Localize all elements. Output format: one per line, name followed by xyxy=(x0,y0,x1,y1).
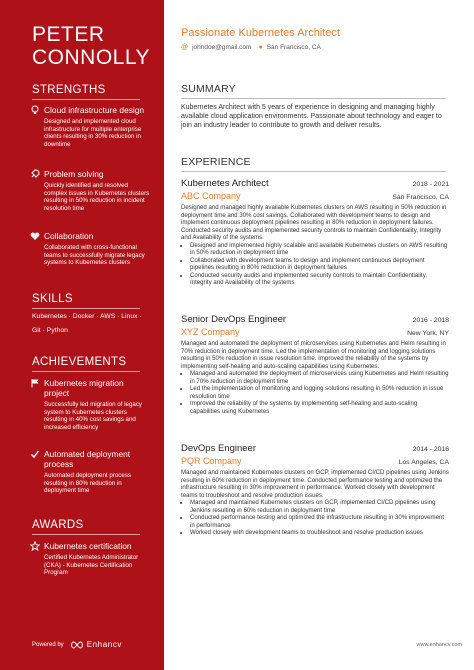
list-item: • Conducted security audits and implemented security controls to maintain Confidentiality, Integrity and Availability of the systems xyxy=(190,272,449,287)
job-role: Kubernetes Architect xyxy=(181,178,269,189)
powered-by: Powered by Enhancv xyxy=(32,640,123,649)
job-dates: 2018 - 2021 xyxy=(412,181,449,188)
achievement-item xyxy=(30,449,150,495)
divider xyxy=(32,99,140,100)
list-item: • Managed and maintained Kubernetes clusters on GCP, implemented CI/CD pipelines using Jenkins resulting in 60% reduction in deployment time xyxy=(190,499,449,514)
job-entry xyxy=(181,443,449,537)
experience-heading: EXPERIENCE xyxy=(181,156,251,168)
job-entry xyxy=(181,178,449,287)
star-icon xyxy=(30,541,40,551)
main-content xyxy=(164,0,474,670)
strength-desc: Quickly identified and resolved complex issues in Kubernetes clusters resulting in 50% reduction in incident resolution time xyxy=(44,182,150,212)
strength-item xyxy=(30,231,150,267)
location: San Francisco, CA xyxy=(266,44,321,51)
rocket-icon xyxy=(30,169,40,179)
job-description: Designed and managed highly available Kubernetes clusters on AWS resulting in 50% reduction in deployment time and 30% cost savings. Collaborated with development teams to design and implement continuous deployment pipelines resulting in 80% reduction in deployment failures. Conducted security audits and implemented security controls to maintain Confidentiality, Integrity and Availability of the systems. xyxy=(181,204,447,241)
job-role: Senior DevOps Engineer xyxy=(181,314,287,325)
job-dates: 2014 - 2016 xyxy=(412,446,449,453)
divider xyxy=(32,534,140,535)
job-description: Managed and maintained Kubernetes clusters on GCP, implemented CI/CD pipelines using Jenkins resulting in 60% reduction in deployment time. Conducted performance testing and optimized the infrastructure resulting in 30% improvement in performance. Worked closely with development teams to troubleshoot and resolve production issues. xyxy=(181,469,449,499)
summary-heading: SUMMARY xyxy=(181,83,236,95)
strength-desc: Collaborated with cross-functional teams to successfully migrate legacy systems to Kubernetes clusters xyxy=(44,244,145,267)
lightbulb-icon xyxy=(30,105,40,115)
job-role: DevOps Engineer xyxy=(181,443,256,454)
list-item: • Managed and automated the deployment of microservices using Kubernetes and Helm resulting in 70% reduction in deployment time xyxy=(190,370,449,385)
heart-icon xyxy=(30,231,40,241)
achievements-heading: ACHIEVEMENTS xyxy=(32,356,127,368)
divider xyxy=(32,308,140,309)
sidebar xyxy=(0,0,164,670)
strength-desc: Designed and implemented cloud infrastructure for multiple enterprise clients resulting in 30% reduction in downtime xyxy=(44,118,142,148)
job-location: New York, NY xyxy=(407,330,449,337)
achievement-desc: Successfully led migration of legacy system to Kubernetes clusters resulting in 40% cost savings and increased efficiency xyxy=(44,401,143,431)
achievement-item xyxy=(30,378,150,431)
strengths-heading: STRENGTHS xyxy=(32,84,106,96)
contact-line xyxy=(181,44,321,51)
check-icon xyxy=(30,449,40,459)
location-pin-icon: ● xyxy=(258,44,263,51)
job-description: Managed and automated the deployment of microservices using Kubernetes and Helm resulting in 70% reduction in deployment time. Led the implementation of monitoring and logging solutions resulting in 50% reduction in issue resolution time. Improved the reliability of the systems by implementing self-healing and auto-scaling capabilities using Kubernetes. xyxy=(181,340,446,370)
email[interactable]: johndoe@gmail.com xyxy=(192,44,252,51)
achievement-desc: Automated deployment process resulting in 80% reduction in deployment time xyxy=(44,472,132,495)
strength-title: Cloud infrastructure design xyxy=(44,105,145,115)
job-entry xyxy=(181,314,449,415)
award-item xyxy=(30,541,150,577)
candidate-name: PETER CONNOLLY xyxy=(32,23,150,69)
strength-title: Problem solving xyxy=(44,169,104,179)
job-company: PQR Company xyxy=(181,456,242,466)
list-item: • Led the implementation of monitoring and logging solutions resulting in 50% reduction in issue resolution time xyxy=(190,385,449,400)
list-item: • Improved the reliability of the systems by implementing self-healing and auto-scaling capabilities using Kubernetes xyxy=(190,400,449,415)
list-item: • Designed and implemented highly scalable and available Kubernetes clusters on AWS resulting in 50% reduction in deployment time xyxy=(190,242,449,257)
list-item: • Collaborated with development teams to design and implement continuous deployment pipelines resulting in 80% reduction in deployment failures xyxy=(190,257,449,272)
summary-text: Kubernetes Architect with 5 years of experience in designing and managing highly available cloud application environments. Passionate about technology and eager to join an industry leader to contribute to growth and deliver results. xyxy=(181,104,442,129)
flag-icon xyxy=(30,378,40,388)
strength-item xyxy=(30,169,150,212)
job-company: ABC Company xyxy=(181,191,241,201)
job-location: Los Angeles, CA xyxy=(398,459,449,466)
list-item: • Worked closely with development teams to troubleshoot and resolve production issues xyxy=(190,529,449,537)
achievement-title: Kubernetes migration project xyxy=(44,378,124,398)
skills-list: Kubernetes · Docker · AWS · Linux · Git · Python xyxy=(32,313,142,334)
job-bullets xyxy=(181,370,449,415)
award-title: Kubernetes certification xyxy=(44,541,132,551)
headline: Passionate Kubernetes Architect xyxy=(181,27,340,39)
infinity-icon xyxy=(70,641,84,649)
divider xyxy=(32,371,140,372)
strength-item xyxy=(30,105,150,148)
job-dates: 2016 - 2018 xyxy=(412,317,449,324)
job-location: San Francisco, CA xyxy=(392,194,449,201)
divider xyxy=(181,98,446,99)
at-icon: @ xyxy=(181,44,189,51)
job-bullets xyxy=(181,242,449,287)
footer-url[interactable]: www.enhancv.com xyxy=(416,642,462,648)
divider xyxy=(181,171,446,172)
skills-heading: SKILLS xyxy=(32,293,73,305)
list-item: • Conducted performance testing and optimized the infrastructure resulting in 30% improvement in performance xyxy=(190,514,449,529)
award-desc: Certified Kubernetes Administrator (CKA) - Kubernetes Certification Program xyxy=(44,554,139,577)
achievement-title: Automated deployment process xyxy=(44,449,131,469)
awards-heading: AWARDS xyxy=(32,519,84,531)
job-bullets xyxy=(181,499,449,537)
enhancv-logo[interactable]: Enhancv xyxy=(70,640,122,649)
job-company: XYZ Company xyxy=(181,327,240,337)
strength-title: Collaboration xyxy=(44,231,94,241)
